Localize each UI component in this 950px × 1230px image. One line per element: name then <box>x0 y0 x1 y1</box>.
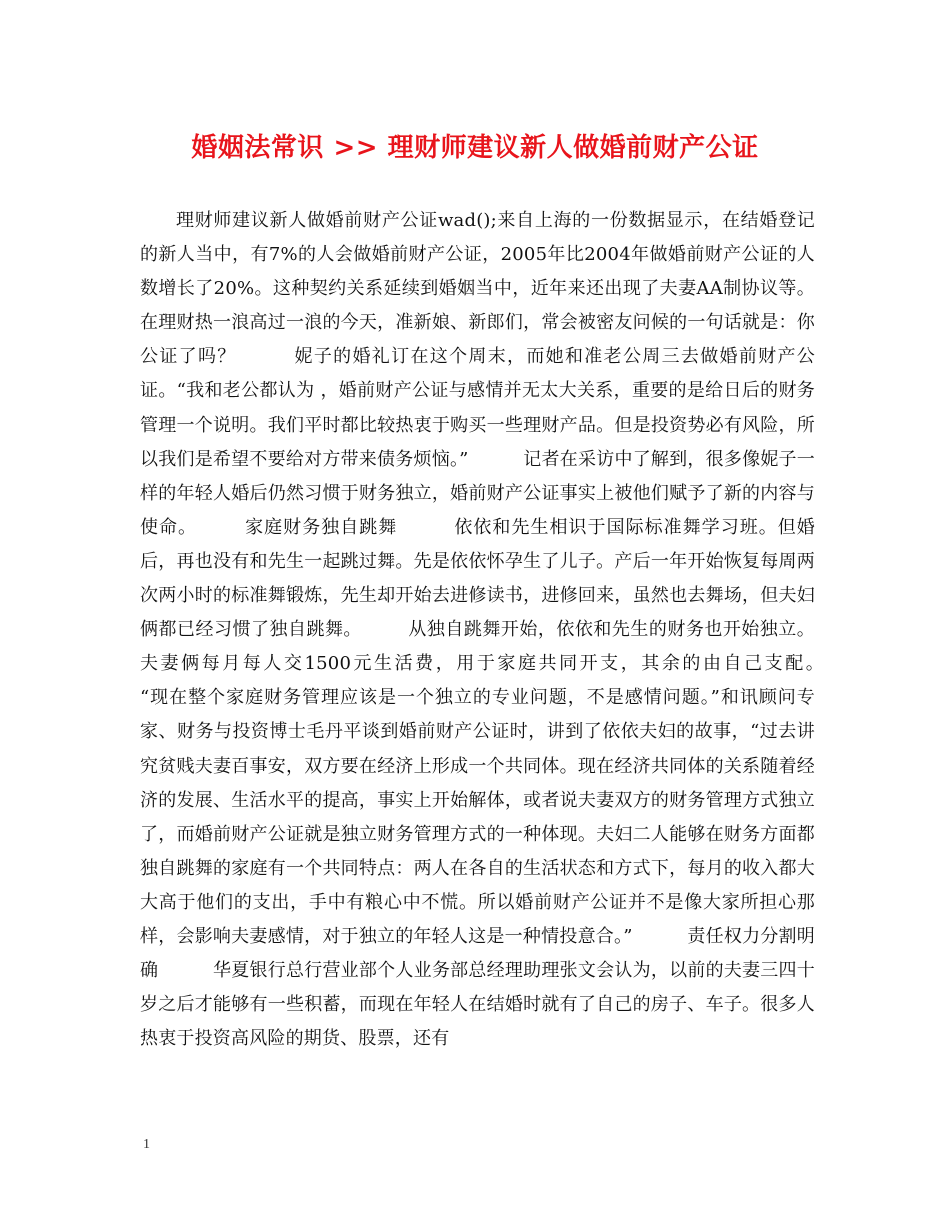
body-paragraph: 理财师建议新人做婚前财产公证wad();来自上海的一份数据显示，在结婚登记的新人当中，有7%的人会做婚前财产公证，2005年比2004年做婚前财产公证的人数增长了20%。这种契约关系延续到婚姻当中，近年来还出现了夫妻AA制协议等。在理财热一浪高过一浪的今天，准新娘、新郎们，常会被密友问候的一句话就是：你公证了吗？ 妮子的婚礼订在这个周末，而她和准老公周三去做婚前财产公证。“我和老公都认为 ，婚前财产公证与感情并无太大关系，重要的是给日后的财务管理一个说明。我们平时都比较热衷于购买一些理财产品。但是投资势必有风险，所以我们是希望不要给对方带来债务烦恼。” 记者在采访中了解到，很多像妮子一样的年轻人婚后仍然习惯于财务独立，婚前财产公证事实上被他们赋予了新的内容与使命。 家庭财务独自跳舞 依依和先生相识于国际标准舞学习班。但婚后，再也没有和先生一起跳过舞。先是依依怀孕生了儿子。产后一年开始恢复每周两次两小时的标准舞锻炼，先生却开始去进修读书，进修回来，虽然也去舞场，但夫妇俩都已经习惯了独自跳舞。 从独自跳舞开始，依依和先生的财务也开始独立。夫妻俩每月每人交1500元生活费，用于家庭共同开支，其余的由自己支配。 “现在整个家庭财务管理应该是一个独立的专业问题，不是感情问题。”和讯顾问专家、财务与投资博士毛丹平谈到婚前财产公证时，讲到了依依夫妇的故事，“过去讲究贫贱夫妻百事安，双方要在经济上形成一个共同体。现在经济共同体的关系随着经济的发展、生活水平的提高，事实上开始解体，或者说夫妻双方的财务管理方式独立了，而婚前财产公证就是独立财务管理方式的一种体现。夫妇二人能够在财务方面都独自跳舞的家庭有一个共同特点：两人在各自的生活状态和方式下，每月的收入都大大高于他们的支出，手中有粮心中不慌。所以婚前财产公证并不是像大家所担心那样，会影响夫妻感情，对于独立的年轻人这是一种情投意合。” 责任权力分割明确 华夏银行总行营业部个人业务部总经理助理张文会认为，以前的夫妻三四十岁之后才能够有一些积蓄，而现在年轻人在结婚时就有了自己的房子、车子。很多人热衷于投资高风险的期货、股票，还有 <box>140 210 870 1050</box>
document-title: 婚姻法常识 >> 理财师建议新人做婚前财产公证 <box>191 133 759 163</box>
page-number: 1 <box>143 1137 150 1152</box>
